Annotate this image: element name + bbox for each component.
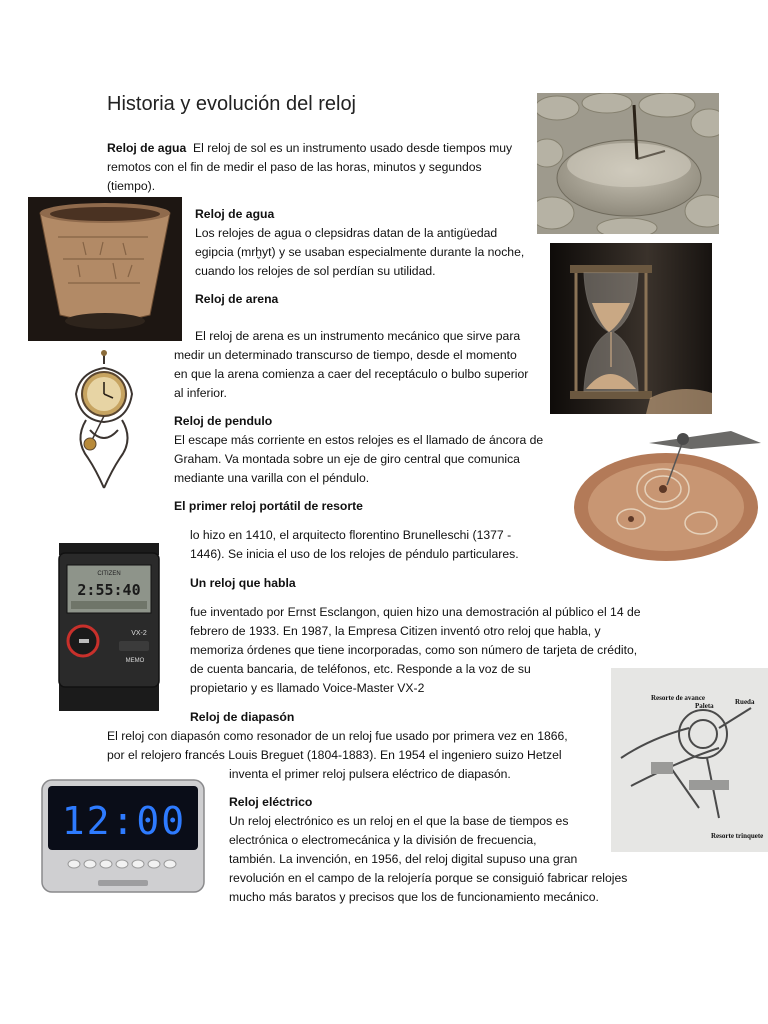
intro-heading: Reloj de agua	[107, 141, 187, 155]
talking-watch-photo	[51, 543, 167, 711]
section-line: febrero de 1933. En 1987, la Empresa Citizen inventó otro reloj que habla, y	[190, 624, 601, 638]
clock-display: 12:00	[61, 799, 187, 843]
section-line: de cuenta bancaria, de teléfonos, etc. Responde a la voz de su	[190, 662, 531, 676]
section-line: El reloj de arena es un instrumento mecánico que sirve para	[195, 329, 521, 343]
section-line: electrónica o electromecánica y la división de frecuencia,	[229, 833, 537, 847]
intro-line: (tiempo).	[107, 179, 156, 193]
digital-clock-photo	[38, 776, 211, 902]
page-title: Historia y evolución del reloj	[107, 93, 357, 115]
section-heading: Reloj de diapasón	[190, 710, 295, 724]
section-line: propietario y es llamado Voice-Master VX-2	[190, 681, 425, 695]
section-heading: Un reloj que habla	[190, 576, 296, 590]
section-line: egipcia (mrḫyt) y se usaban especialmente durante la noche,	[195, 245, 525, 259]
diagram-label: Resorte de avance	[651, 694, 706, 702]
section-reloj-portatil	[190, 526, 519, 564]
section-line: El reloj con diapasón como resonador de un reloj fue usado por primera vez en 1866,	[107, 729, 568, 743]
water-clock-photo	[28, 197, 182, 341]
watch-memo: MEMO	[125, 658, 145, 664]
section-heading: Reloj de agua	[195, 207, 275, 221]
tuning-fork-diagram	[611, 668, 768, 852]
section-line: cuando los relojes de sol perdían su utilidad.	[195, 264, 436, 278]
section-reloj-de-agua	[195, 205, 524, 281]
intro-line: El reloj de sol es un instrumento usado desde tiempos muy	[193, 141, 513, 155]
section-line: revolución en el campo de la relojería porque se consiguió fabricar relojes	[229, 871, 628, 885]
watch-model: VX-2	[131, 630, 147, 637]
section-line: memoriza órdenes que tiene incorporadas, como son número de tarjeta de crédito,	[190, 643, 638, 657]
watch-brand: CITIZEN	[97, 571, 121, 577]
pendulum-clock-photo	[66, 350, 142, 492]
section-reloj-que-habla	[190, 603, 641, 698]
section-line: mucho más baratos y precisos que los de funcionamiento mecánico.	[229, 890, 599, 904]
section-line: El escape más corriente en estos relojes es el llamado de áncora de	[174, 433, 544, 447]
section-line: fue inventado por Ernst Esclangon, quien hizo una demostración al público el 14 de	[190, 605, 641, 619]
section-line: al inferior.	[174, 386, 227, 400]
section-line: inventa el primer reloj pulsera eléctrico de diapasón.	[229, 767, 511, 781]
section-line: Un reloj electrónico es un reloj en el que la base de tiempos es	[229, 814, 569, 828]
section-heading: Reloj de arena	[195, 292, 279, 306]
section-line: también. La invención, en 1956, del reloj digital supuso una gran	[229, 852, 578, 866]
hourglass-photo	[550, 243, 712, 414]
section-reloj-electrico	[229, 793, 627, 907]
section-heading: Reloj eléctrico	[229, 795, 313, 809]
section-line: Los relojes de agua o clepsidras datan de la antigüedad	[195, 226, 498, 240]
section-line: por el relojero francés Louis Breguet (1804-1883). En 1954 el ingeniero suizo Hetzel	[107, 748, 562, 762]
section-reloj-de-arena	[174, 327, 528, 403]
intro-line: remotos con el fin de medir el paso de las horas, minutos y segundos	[107, 160, 482, 174]
section-reloj-de-pendulo	[174, 412, 543, 488]
section-line: en que la arena comienza a caer del receptáculo o bulbo superior	[174, 367, 529, 381]
section-line: Graham. Va montada sobre un eje de giro central que comunica	[174, 452, 520, 466]
intro-paragraph	[107, 139, 512, 196]
sundial-photo	[537, 93, 719, 234]
diagram-label: Rueda	[735, 698, 755, 706]
section-line: medir un determinado transcurso de tiempo, desde el momento	[174, 348, 517, 362]
section-line: mediante una varilla con el péndulo.	[174, 471, 370, 485]
clock-movement-photo	[571, 427, 768, 563]
watch-display: 2:55:40	[77, 581, 141, 599]
section-heading: Reloj de pendulo	[174, 414, 273, 428]
section-line: 1446). Se inicia el uso de los relojes de péndulo particulares.	[190, 547, 519, 561]
section-line: lo hizo en 1410, el arquitecto florentino Brunelleschi (1377 -	[190, 528, 512, 542]
diagram-label: Paleta	[695, 702, 714, 710]
section-heading: El primer reloj portátil de resorte	[174, 499, 363, 513]
diagram-label: Resorte trinquete	[711, 832, 764, 840]
